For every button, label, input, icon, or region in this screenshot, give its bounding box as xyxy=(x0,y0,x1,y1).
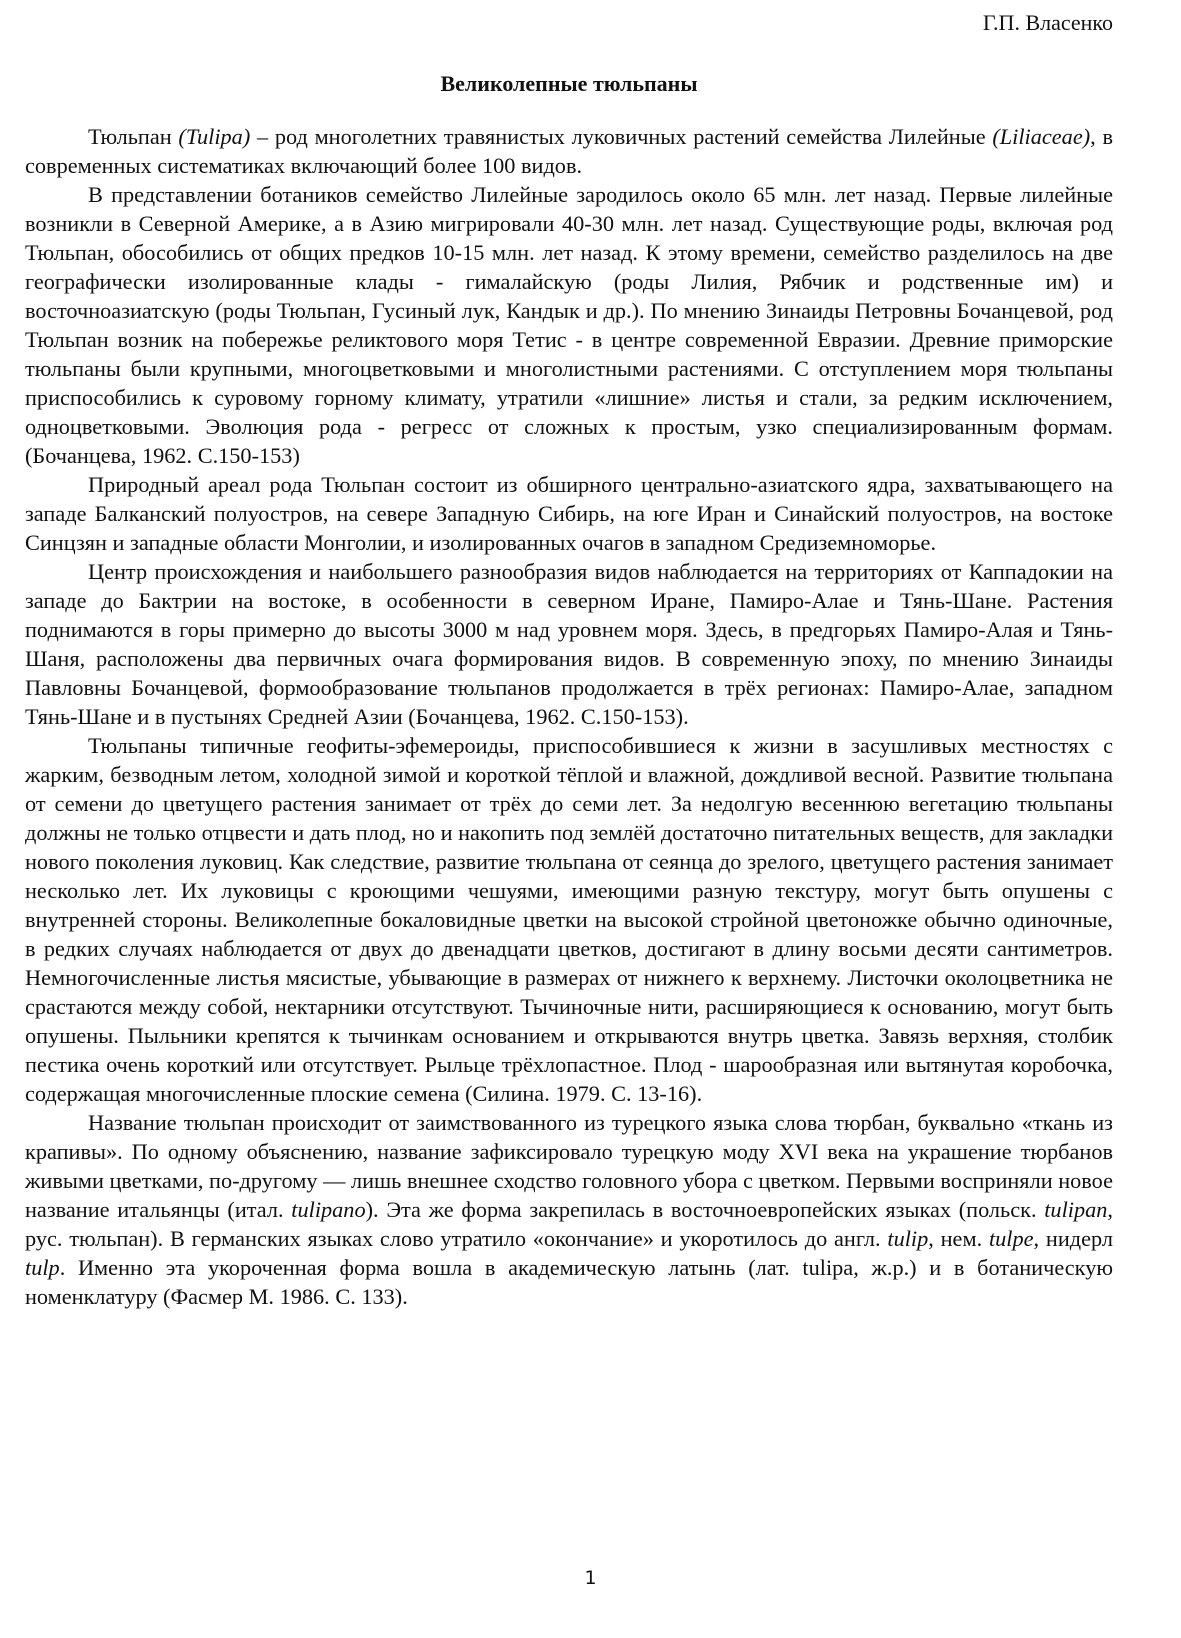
author-name: Г.П. Власенко xyxy=(982,10,1113,35)
text-run: – род многолетних травянистых луковичных растений семейства Лилейные xyxy=(250,124,993,149)
paragraph-evolution: В представлении ботаников семейство Лилейные зародилось около 65 млн. лет назад. Первые лилейные возникли в Северной Америке, а в Азию мигрировали 40-30 млн. лет назад. Существующие роды, включая род Тюльпан, обособились от общих предков 10-15 млн. лет назад. К этому времени, семейство разделилось на две географически изолированные клады - гималайскую (роды Лилия, Рябчик и родственные им) и восточноазиатскую (роды Тюльпан, Гусиный лук, Кандык и др.). По мнению Зинаиды Петровны Бочанцевой, род Тюльпан возник на побережье реликтового моря Тетис - в центре современной Евразии. Древние приморские тюльпаны были крупными, многоцветковыми и многолистными растениями. С отступлением моря тюльпаны приспособились к суровому горному климату, утратили «лишние» листья и стали, за редким исключением, одноцветковыми. Эволюция рода - регресс от сложных к простым, узко специализированным формам. (Бочанцева, 1962. С.150-153) xyxy=(25,182,1113,468)
dutch-word: tulp xyxy=(25,1255,60,1280)
text-run: , в современных систематиках включающий более 100 видов. xyxy=(25,124,1113,178)
polish-word: tulipan xyxy=(1044,1197,1108,1222)
paragraph-morphology: Тюльпаны типичные геофиты-эфемероиды, приспособившиеся к жизни в засушливых местностях с жарким, безводным летом, холодной зимой и короткой тёплой и влажной, дождливой весной. Развитие тюльпана от семени до цветущего растения занимает от трёх до семи лет. За недолгую весеннюю вегетацию тюльпаны должны не только отцвести и дать плод, но и накопить под землёй достаточно питательных веществ, для закладки нового поколения луковиц. Как следствие, развитие тюльпана от сеянца до зрелого, цветущего растения занимает несколько лет. Их луковицы с кроющими чешуями, имеющими разную текстуру, могут быть опушены с внутренней стороны. Великолепные бокаловидные цветки на высокой стройной цветоножке обычно одиночные, в редких случаях наблюдается от двух до двенадцати цветков, достигают в длину восьми десяти сантиметров. Немногочисленные листья мясистые, убывающие в размерах от нижнего к верхнему. Листочки околоцветника не срастаются между собой, нектарники отсутствуют. Тычиночные нити, расширяющиеся к основанию, могут быть опушены. Пыльники крепятся к тычинкам основанием и открываются внутрь цветка. Завязь верхняя, столбик пестика очень короткий или отсутствует. Рыльце трёхлопастное. Плод - шарообразная или вытянутая коробочка, содержащая многочисленные плоские семена (Силина. 1979. С. 13-16). xyxy=(25,733,1113,1106)
text-run: ). Эта же форма закрепилась в восточноевропейских языках (польск. xyxy=(365,1197,1045,1222)
document-body xyxy=(25,122,1113,1311)
text-run: , нем. xyxy=(928,1226,989,1251)
page-number: 1 xyxy=(584,1567,597,1589)
latin-family-name: (Liliaceae) xyxy=(992,124,1091,149)
document-title: Великолепные тюльпаны xyxy=(440,71,698,96)
paragraph-etymology xyxy=(25,1108,1113,1311)
text-run: Тюльпан xyxy=(88,124,179,149)
paragraph-diversity-center: Центр происхождения и наибольшего разнообразия видов наблюдается на территориях от Каппадокии на западе до Бактрии на востоке, в особенности в северном Иране, Памиро-Алае и Тянь-Шане. Растения поднимаются в горы примерно до высоты 3000 м над уровнем моря. Здесь, в предгорьях Памиро-Алая и Тянь-Шаня, расположены два первичных очага формирования видов. В современную эпоху, по мнению Зинаиды Павловны Бочанцевой, формообразование тюльпанов продолжается в трёх регионах: Памиро-Алае, западном Тянь-Шане и в пустынях Средней Азии (Бочанцева, 1962. С.150-153). xyxy=(25,559,1113,729)
text-run: Название тюльпан происходит от заимствованного из турецкого языка слова тюрбан, буквально «ткань из крапивы». По одному объяснению, название зафиксировало турецкую моду XVI века на украшение тюрбанов живыми цветками, по-другому — лишь внешнее сходство головного убора с цветком. Первыми восприняли новое название итальянцы (итал. xyxy=(25,1110,1113,1222)
text-run: , нидерл xyxy=(1033,1226,1113,1251)
latin-genus-name: (Tulipa) xyxy=(178,124,251,149)
paragraph-intro xyxy=(25,122,1113,180)
german-word: tulpe xyxy=(988,1226,1034,1251)
italian-word: tulipano xyxy=(291,1197,366,1222)
text-run: , рус. тюльпан). В германских языках слово утратило «окончание» и укоротилось до англ. xyxy=(25,1197,1113,1251)
paragraph-range: Природный ареал рода Тюльпан состоит из обширного центрально-азиатского ядра, захватывающего на западе Балканский полуостров, на севере Западную Сибирь, на юге Иран и Синайский полуостров, на востоке Синцзян и западные области Монголии, и изолированных очагов в западном Средиземноморье. xyxy=(25,472,1113,555)
english-word: tulip xyxy=(887,1226,929,1251)
text-run: . Именно эта укороченная форма вошла в академическую латынь (лат. tulipa, ж.р.) и в ботаническую номенклатуру (Фасмер М. 1986. С. 133). xyxy=(25,1255,1113,1309)
